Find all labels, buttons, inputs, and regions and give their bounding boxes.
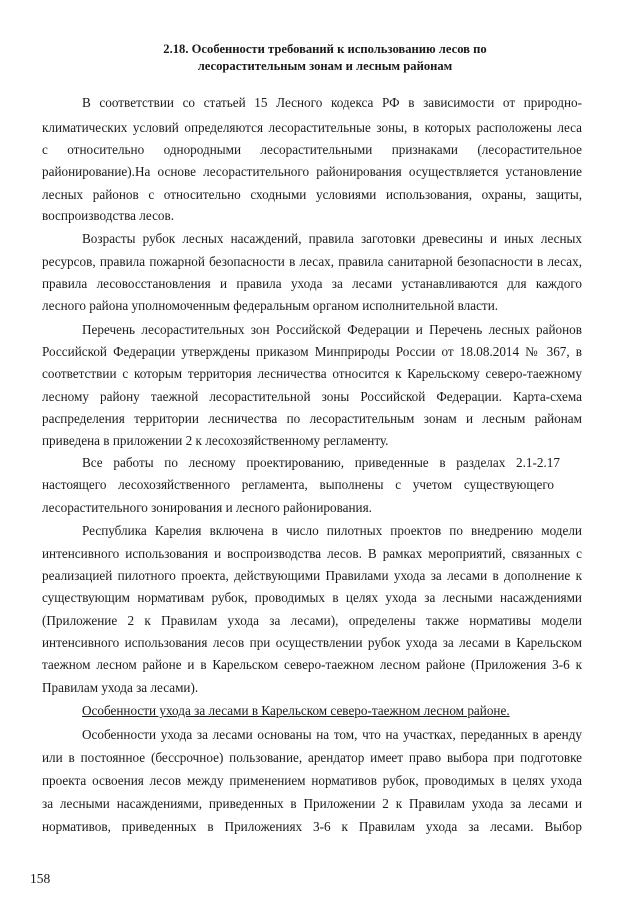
paragraph-6-line: нормативов, приведенных в Приложениях 3-6 к Правилам ухода за лесами. Выбор	[42, 819, 582, 834]
paragraph-5-line: интенсивного использования и воспроизводства лесов. В рамках мероприятий, связанных с	[42, 546, 582, 561]
page-number: 158	[30, 871, 51, 886]
paragraph-3-line: Российской Федерации утверждены приказом Минприроды России от 18.08.2014 № 367, в	[42, 344, 582, 359]
paragraph-1-line: районирование).На основе лесорастительного районирования осуществляется установление	[42, 164, 582, 179]
paragraph-6-line: проекта освоения лесов между применением нормативов рубок, проводимых в целях ухода	[42, 773, 582, 788]
section-title-line-2: лесорастительным зонам и лесным районам	[197, 59, 453, 73]
paragraph-3-line: Перечень лесорастительных зон Российской Федерации и Перечень лесных районов	[82, 322, 582, 337]
paragraph-3-line: лесному району таежной лесорастительной зоны Российской Федерации. Карта-схема	[42, 389, 582, 404]
paragraph-3-line: соответствии с которым территория лесничества относится к Карельскому северо-таежному	[42, 366, 582, 381]
paragraph-3-line: распределения территории лесничества по лесорастительным зонам и лесным районам	[42, 411, 582, 426]
paragraph-1-line: В соответствии со статьей 15 Лесного кодекса РФ в зависимости от природно-	[82, 95, 582, 110]
paragraph-2-line: лесного района уполномоченным федеральным органом исполнительной власти.	[42, 298, 499, 313]
paragraph-1-line: климатических условий определяются лесорастительные зоны, в которых расположены леса	[42, 120, 582, 135]
paragraph-6-line: Особенности ухода за лесами основаны на том, что на участках, переданных в аренду	[82, 727, 582, 742]
section-title-line-1: 2.18. Особенности требований к использованию лесов по	[163, 42, 487, 56]
paragraph-4-line: лесорастительного зонирования и лесного районирования.	[42, 500, 372, 515]
paragraph-5-line: существующим нормативам рубок, проводимых в целях ухода за лесными насаждениями	[42, 590, 582, 605]
paragraph-5-line: Правилам ухода за лесами).	[42, 680, 199, 695]
paragraph-6-line: или в постоянное (бессрочное) пользование, арендатор имеет право выбора при подготовке	[42, 750, 582, 765]
paragraph-2-line: ресурсов, правила пожарной безопасности в лесах, правила санитарной безопасности в лесах,	[42, 254, 582, 269]
subheading: Особенности ухода за лесами в Карельском северо-таежном лесном районе.	[82, 703, 510, 718]
paragraph-1-line: с относительно однородными лесорастительными признаками (лесорастительное	[42, 142, 582, 157]
paragraph-6-line: за лесными насаждениями, приведенных в Приложении 2 к Правилам ухода за лесами и	[42, 796, 582, 811]
paragraph-2-line: Возрасты рубок лесных насаждений, правила заготовки древесины и иных лесных	[82, 231, 582, 246]
paragraph-5-line: таежном лесном районе и в Карельском северо-таежном лесном районе (Приложения 3-6 к	[42, 657, 582, 672]
paragraph-5-line: интенсивного использования лесов при осуществлении рубок ухода за лесами в Карельском	[42, 635, 582, 650]
paragraph-5-line: реализацией пилотного проекта, действующими Правилами ухода за лесами в дополнение к	[42, 568, 582, 583]
paragraph-5-line: (Приложение 2 к Правилам ухода за лесами), определены также нормативы модели	[42, 613, 582, 628]
paragraph-2-line: правила лесовосстановления и правила ухода за лесами устанавливаются для каждого	[42, 276, 582, 291]
paragraph-1-line: воспроизводства лесов.	[42, 208, 175, 223]
paragraph-4-line: настоящего лесохозяйственного регламента, выполнены с учетом существующего	[42, 477, 554, 492]
paragraph-3-line: приведена в приложении 2 к лесохозяйственному регламенту.	[42, 433, 389, 448]
paragraph-1-line: лесных районов с относительно сходными условиями использования, охраны, защиты,	[42, 187, 582, 202]
paragraph-4-line: Все работы по лесному проектированию, приведенные в разделах 2.1-2.17	[82, 455, 560, 470]
paragraph-5-line: Республика Карелия включена в число пилотных проектов по внедрению модели	[82, 523, 582, 538]
